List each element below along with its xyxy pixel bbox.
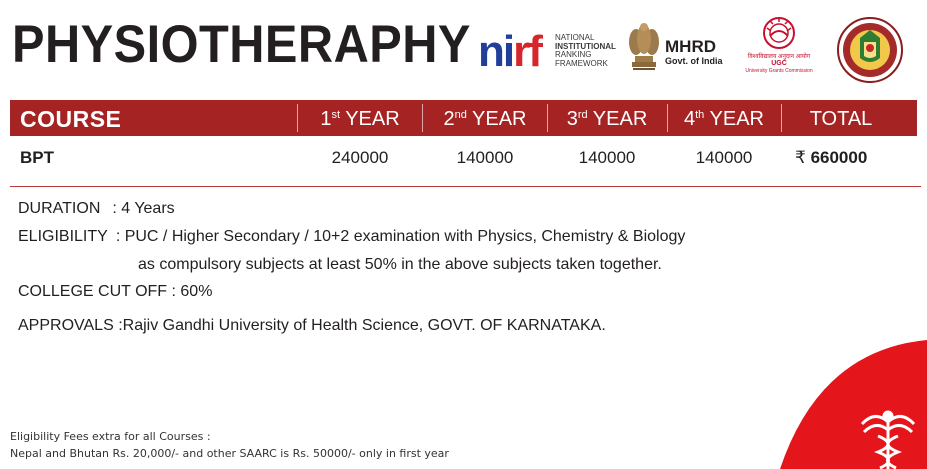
corner-decoration (780, 340, 927, 469)
year-3-header: 3rd YEAR (566, 108, 648, 130)
year-4-header: 4th YEAR (684, 108, 764, 130)
currency-symbol: ₹ (795, 148, 806, 167)
table-header (10, 100, 917, 136)
duration: DURATION : 4 Years (18, 200, 175, 217)
nirf-mark: nirf (478, 27, 541, 76)
nirf-text: NATIONAL INSTITUTIONAL RANKING FRAMEWORK (555, 33, 616, 68)
year-3-fee: 140000 (578, 148, 636, 167)
footer-note-1: Eligibility Fees extra for all Courses : (10, 430, 211, 443)
college-cutoff: COLLEGE CUT OFF : 60% (18, 283, 213, 300)
eligibility: ELIGIBILITY : PUC / Higher Secondary / 10+2 examination with Physics, Chemistry & Biology (18, 228, 686, 245)
approvals: APPROVALS :Rajiv Gandhi University of Health Science, GOVT. OF KARNATAKA. (18, 317, 606, 334)
eligibility-continued: as compulsory subjects at least 50% in the above subjects taken together. (138, 256, 662, 273)
divider-line (10, 186, 921, 187)
year-1-fee: 240000 (331, 148, 389, 167)
year-2-header: 2nd YEAR (443, 108, 527, 130)
total-header: TOTAL (809, 108, 873, 130)
course-name: BPT (20, 148, 54, 167)
page-title: PHYSIOTHERAPHY (12, 15, 471, 74)
year-4-fee: 140000 (695, 148, 753, 167)
course-header: COURSE (20, 106, 122, 132)
total-fee: ₹ 660000 (795, 148, 868, 167)
ugc-logo-icon (736, 16, 822, 52)
table-row (10, 138, 917, 178)
university-seal-icon (836, 16, 904, 84)
ugc-logo: विश्वविद्यालय अनुदान आयोग UGC University Grants Commission (736, 16, 822, 80)
year-2-fee: 140000 (456, 148, 514, 167)
footer-note-2: Nepal and Bhutan Rs. 20,000/- and other SAARC is Rs. 50000/- only in first year (10, 447, 449, 460)
year-1-header: 1st YEAR (320, 108, 400, 130)
mhrd-emblem-icon (626, 18, 662, 76)
mhrd-logo: MHRD Govt. of India (626, 18, 746, 82)
